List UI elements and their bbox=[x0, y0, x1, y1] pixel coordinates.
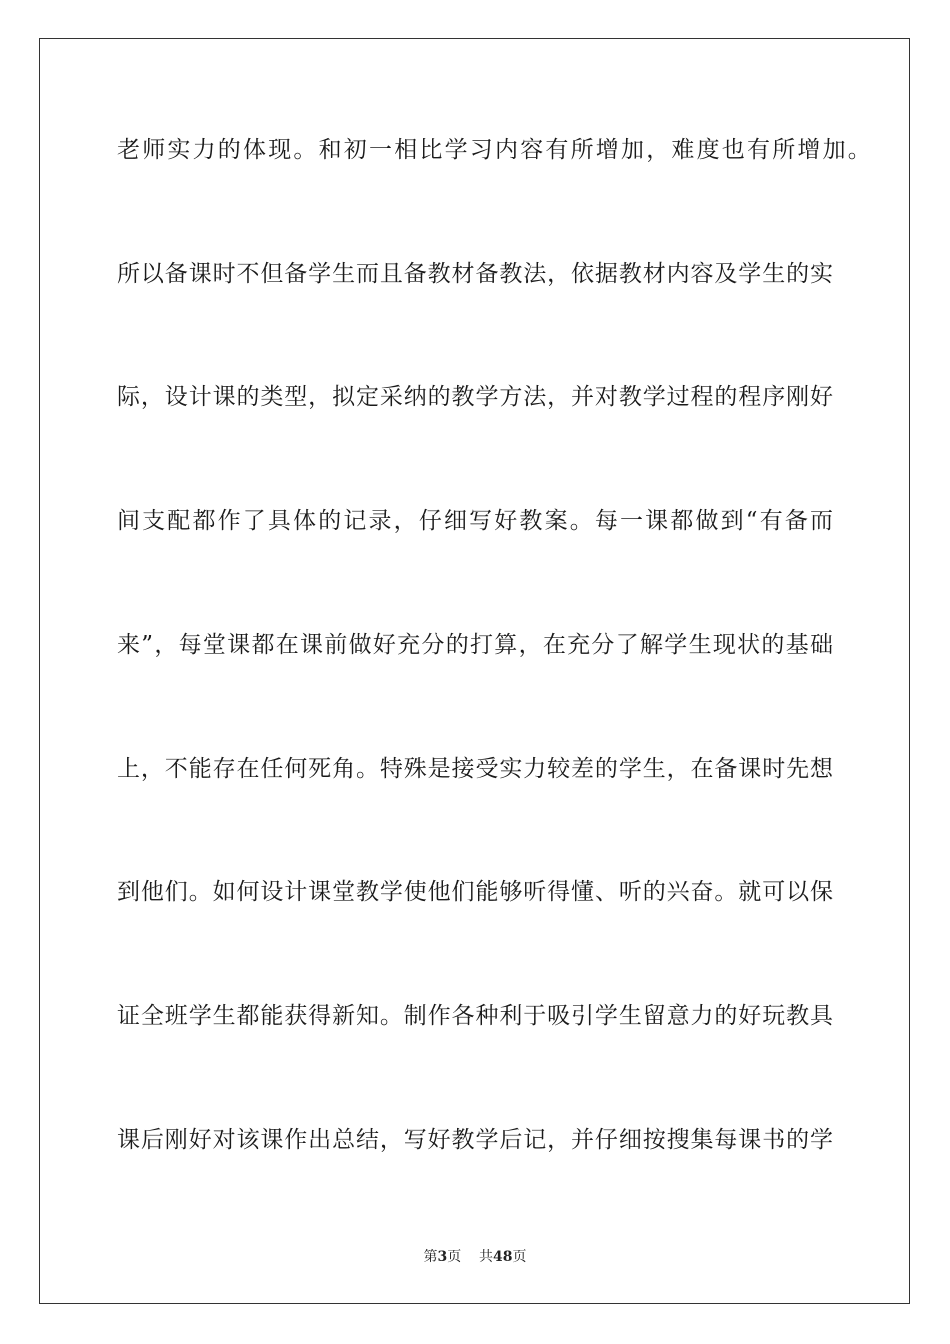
body-text-line: 来”，每堂课都在课前做好充分的打算，在充分了解学生现状的基础 bbox=[117, 632, 833, 658]
body-text-line: 间支配都作了具体的记录，仔细写好教案。每一课都做到“有备而 bbox=[117, 508, 833, 534]
total-suffix: 页 bbox=[512, 1249, 527, 1265]
body-text-line: 课后刚好对该课作出总结，写好教学后记，并仔细按搜集每课书的学 bbox=[117, 1127, 833, 1153]
page-footer bbox=[0, 1247, 950, 1267]
total-pages: 48 bbox=[493, 1249, 513, 1265]
page-prefix: 第 bbox=[423, 1249, 438, 1265]
page-number: 3 bbox=[437, 1249, 448, 1265]
body-text-line: 际，设计课的类型，拟定采纳的教学方法，并对教学过程的程序刚好 bbox=[117, 384, 833, 410]
page-border bbox=[39, 38, 910, 1304]
page-suffix: 页 bbox=[447, 1249, 462, 1265]
body-text-line: 所以备课时不但备学生而且备教材备教法，依据教材内容及学生的实 bbox=[117, 261, 833, 287]
total-prefix: 共 bbox=[479, 1249, 494, 1265]
body-text-line: 证全班学生都能获得新知。制作各种利于吸引学生留意力的好玩教具 bbox=[117, 1003, 833, 1029]
body-text-line: 老师实力的体现。和初一相比学习内容有所增加，难度也有所增加。 bbox=[117, 137, 873, 163]
body-text-line: 上，不能存在任何死角。特殊是接受实力较差的学生，在备课时先想 bbox=[117, 756, 833, 782]
body-text-line: 到他们。如何设计课堂教学使他们能够听得懂、听的兴奋。就可以保 bbox=[117, 879, 833, 905]
